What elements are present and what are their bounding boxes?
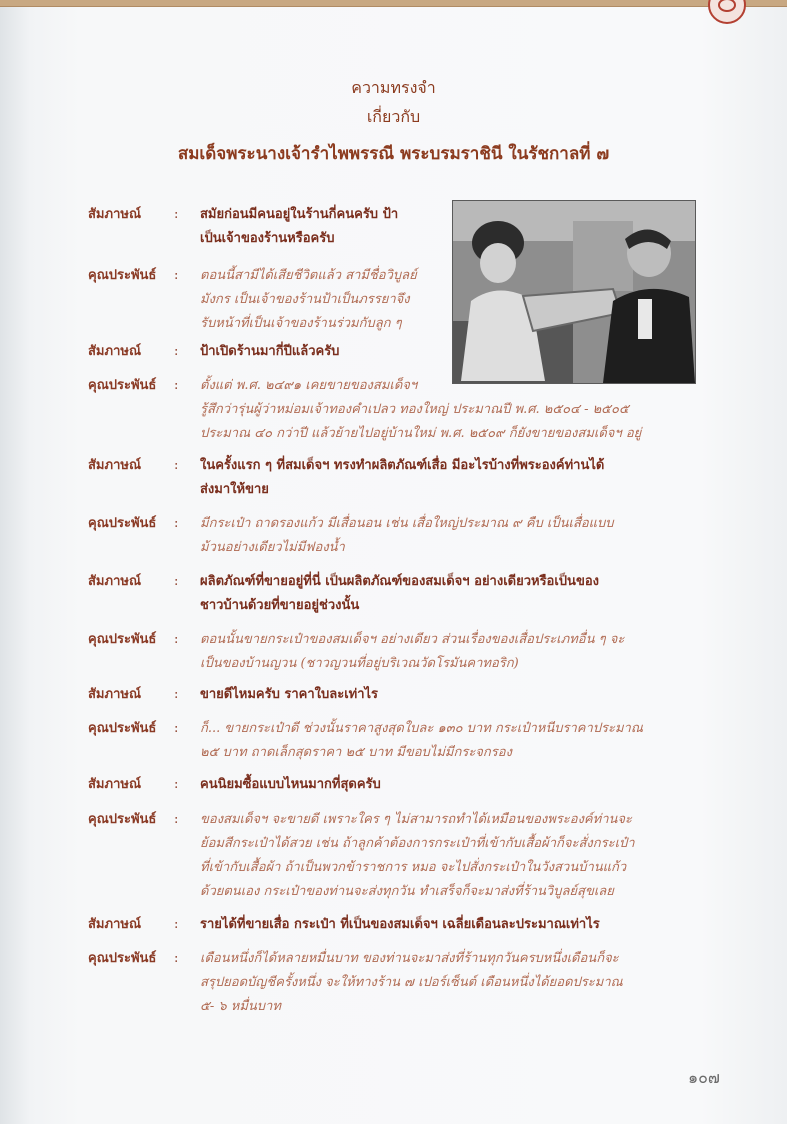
speaker-label: สัมภาษณ์ [88, 574, 142, 589]
speaker-label: คุณประพันธ์ [88, 378, 157, 393]
dialogue-line: ขายดีไหมครับ ราคาใบละเท่าไร [200, 687, 379, 702]
dialogue-line: ๒๕ บาท ถาดเล็กสุดราคา ๒๕ บาท มีขอบไม่มีกระจกรอง [200, 745, 512, 760]
page-number: ๑๐๗ [688, 1068, 720, 1087]
dialogue-line: ส่งมาให้ขาย [200, 482, 269, 497]
dialogue-line: เป็นของบ้านญวน (ชาวญวนที่อยู่บริเวณวัดโรมันคาทอริก) [200, 656, 519, 671]
speaker-colon: : [174, 951, 179, 966]
speaker-label: คุณประพันธ์ [88, 268, 157, 283]
dialogue-text [200, 374, 760, 446]
dialogue-line: มีกระเป๋า ถาดรองแก้ว มีเสื่อนอน เช่น เสื่อใหญ่ประมาณ ๙ คืบ เป็นเสื่อแบบ [200, 516, 614, 531]
speaker-label: คุณประพันธ์ [88, 951, 157, 966]
dialogue-line: ย้อมสีกระเป๋าได้สวย เช่น ถ้าลูกค้าต้องการกระเป๋าที่เข้ากับเสื้อผ้าก็จะสั่งกระเป๋า [200, 836, 635, 851]
dialogue-line: มังกร เป็นเจ้าของร้านป้าเป็นภรรยาจึง [200, 292, 410, 307]
dialogue-line: คนนิยมซื้อแบบไหนมากที่สุดครับ [200, 777, 381, 792]
dialogue-line: เป็นเจ้าของร้านหรือครับ [200, 231, 335, 246]
dialogue-text [200, 947, 660, 1019]
dialogue-line: เดือนหนึ่งก็ได้หลายหมื่นบาท ของท่านจะมาส่งที่ร้านทุกวันครบหนึ่งเดือนก็จะ [200, 951, 619, 966]
speaker-colon: : [174, 458, 179, 473]
title-line-1: ความทรงจำ [351, 78, 436, 97]
speaker-colon: : [174, 917, 179, 932]
dialogue-line: ก็... ขายกระเป๋าดี ช่วงนั้นราคาสูงสุดใบละ ๑๓๐ บาท กระเป๋าหนีบราคาประมาณ [200, 721, 643, 736]
speaker-colon: : [174, 516, 179, 531]
speaker-label: สัมภาษณ์ [88, 344, 142, 359]
dialogue-line: รายได้ที่ขายเสื่อ กระเป๋า ที่เป็นของสมเด็จฯ เฉลี่ยเดือนละประมาณเท่าไร [200, 917, 600, 932]
speaker-label: สัมภาษณ์ [88, 458, 142, 473]
dialogue-line: ของสมเด็จฯ จะขายดี เพราะใคร ๆ ไม่สามารถทำได้เหมือนของพระองค์ท่านจะ [200, 812, 632, 827]
dialogue-line: ม้วนอย่างเดียวไม่มีฟองน้ำ [200, 540, 345, 555]
dialogue-line: ผลิตภัณฑ์ที่ขายอยู่ที่นี่ เป็นผลิตภัณฑ์ของสมเด็จฯ อย่างเดียวหรือเป็นของ [200, 574, 599, 589]
dialogue-text [200, 454, 660, 502]
speaker-colon: : [174, 344, 179, 359]
speaker-label: สัมภาษณ์ [88, 777, 142, 792]
speaker-colon: : [174, 268, 179, 283]
speaker-label: คุณประพันธ์ [88, 812, 157, 827]
speaker-colon: : [174, 378, 179, 393]
dialogue-line: ชาวบ้านด้วยที่ขายอยู่ช่วงนั้น [200, 598, 360, 613]
speaker-colon: : [174, 777, 179, 792]
speaker-label: สัมภาษณ์ [88, 917, 142, 932]
dialogue-text [200, 913, 660, 937]
dialogue-text [200, 512, 660, 560]
top-edge-band [0, 0, 787, 7]
dialogue-line: ตั้งแต่ พ.ศ. ๒๔๙๑ เคยขายของสมเด็จฯ [200, 378, 418, 393]
dialogue-text [200, 717, 660, 765]
title-line-3: สมเด็จพระนางเจ้ารำไพพรรณี พระบรมราชินี ในรัชกาลที่ ๗ [177, 144, 610, 164]
dialogue-text [200, 773, 660, 797]
dialogue-text [200, 340, 530, 364]
speaker-colon: : [174, 632, 179, 647]
dialogue-line: ในครั้งแรก ๆ ที่สมเด็จฯ ทรงทำผลิตภัณฑ์เสื่อ มีอะไรบ้างที่พระองค์ท่านได้ [200, 458, 605, 473]
dialogue-line: สมัยก่อนมีคนอยู่ในร้านกี่คนครับ ป้า [200, 207, 399, 222]
speaker-colon: : [174, 812, 179, 827]
speaker-colon: : [174, 687, 179, 702]
speaker-label: สัมภาษณ์ [88, 207, 142, 222]
dialogue-text [200, 683, 660, 707]
dialogue-line: ตอนนี้สามีได้เสียชีวิตแล้ว สามีชื่อวิบูลย์ [200, 268, 417, 283]
speaker-label: คุณประพันธ์ [88, 721, 157, 736]
dialogue-text [200, 203, 530, 251]
title-line-2: เกี่ยวกับ [366, 107, 421, 126]
dialogue-line: รับหน้าที่เป็นเจ้าของร้านร่วมกับลูก ๆ [200, 316, 402, 331]
dialogue-line: สรุปยอดบัญชีครั้งหนึ่ง จะให้ทางร้าน ๗ เปอร์เซ็นต์ เดือนหนึ่งได้ยอดประมาณ [200, 975, 623, 990]
dialogue-line: ที่เข้ากับเสื้อผ้า ถ้าเป็นพวกข้าราชการ หมอ จะไปสั่งกระเป๋าในวังสวนบ้านแก้ว [200, 860, 627, 875]
speaker-colon: : [174, 574, 179, 589]
dialogue-line: ตอนนั้นขายกระเป๋าของสมเด็จฯ อย่างเดียว ส่วนเรื่องของเสื่อประเภทอื่น ๆ จะ [200, 632, 625, 647]
dialogue-line: ป้าเปิดร้านมากี่ปีแล้วครับ [200, 344, 340, 359]
emblem-seal-icon [708, 0, 746, 24]
dialogue-line: รู้สึกว่ารุ่นผู้ว่าหม่อมเจ้าทองคำเปลว ทองใหญ่ ประมาณปี พ.ศ. ๒๕๐๔ - ๒๕๐๕ [200, 402, 629, 417]
dialogue-text [200, 628, 660, 676]
dialogue-line: ด้วยตนเอง กระเป๋าของท่านจะส่งทุกวัน ทำเสร็จก็จะมาส่งที่ร้านวิบูลย์สุขเลย [200, 884, 614, 899]
dialogue-line: ๕- ๖ หมื่นบาท [200, 999, 281, 1014]
dialogue-text [200, 264, 530, 336]
dialogue-line: ประมาณ ๔๐ กว่าปี แล้วย้ายไปอยู่บ้านใหม่ พ.ศ. ๒๕๐๙ ก็ยังขายของสมเด็จฯ อยู่ [200, 426, 642, 441]
dialogue-text [200, 570, 660, 618]
speaker-label: คุณประพันธ์ [88, 632, 157, 647]
speaker-colon: : [174, 721, 179, 736]
speaker-colon: : [174, 207, 179, 222]
speaker-label: สัมภาษณ์ [88, 687, 142, 702]
speaker-label: คุณประพันธ์ [88, 516, 157, 531]
dialogue-text [200, 808, 660, 904]
